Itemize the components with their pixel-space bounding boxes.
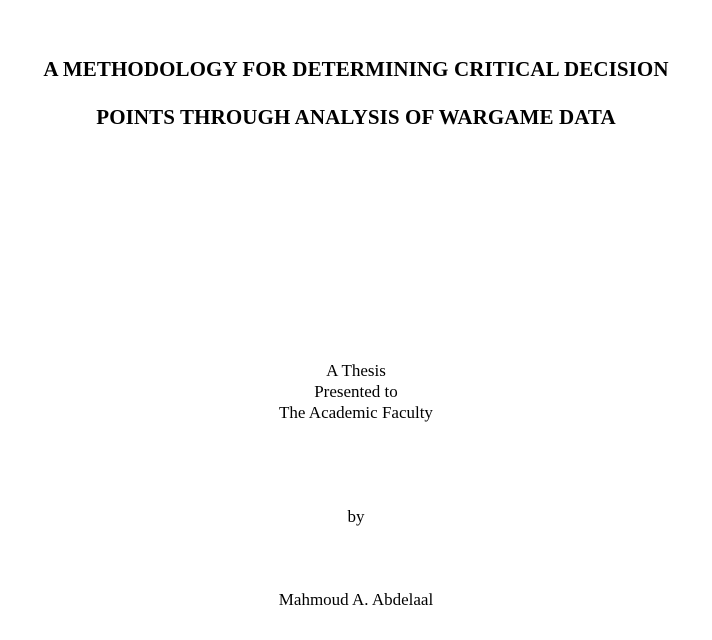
author-name: Mahmoud A. Abdelaal — [278, 590, 434, 609]
by-label: by — [347, 507, 365, 526]
submission-statement-line-3: The Academic Faculty — [279, 403, 433, 422]
submission-statement-line-1: A Thesis — [326, 361, 386, 380]
thesis-title-line-2: POINTS THROUGH ANALYSIS OF WARGAME DATA — [96, 105, 616, 129]
thesis-title-line-1: A METHODOLOGY FOR DETERMINING CRITICAL DECISION — [43, 57, 669, 81]
submission-statement-line-2: Presented to — [314, 382, 398, 401]
